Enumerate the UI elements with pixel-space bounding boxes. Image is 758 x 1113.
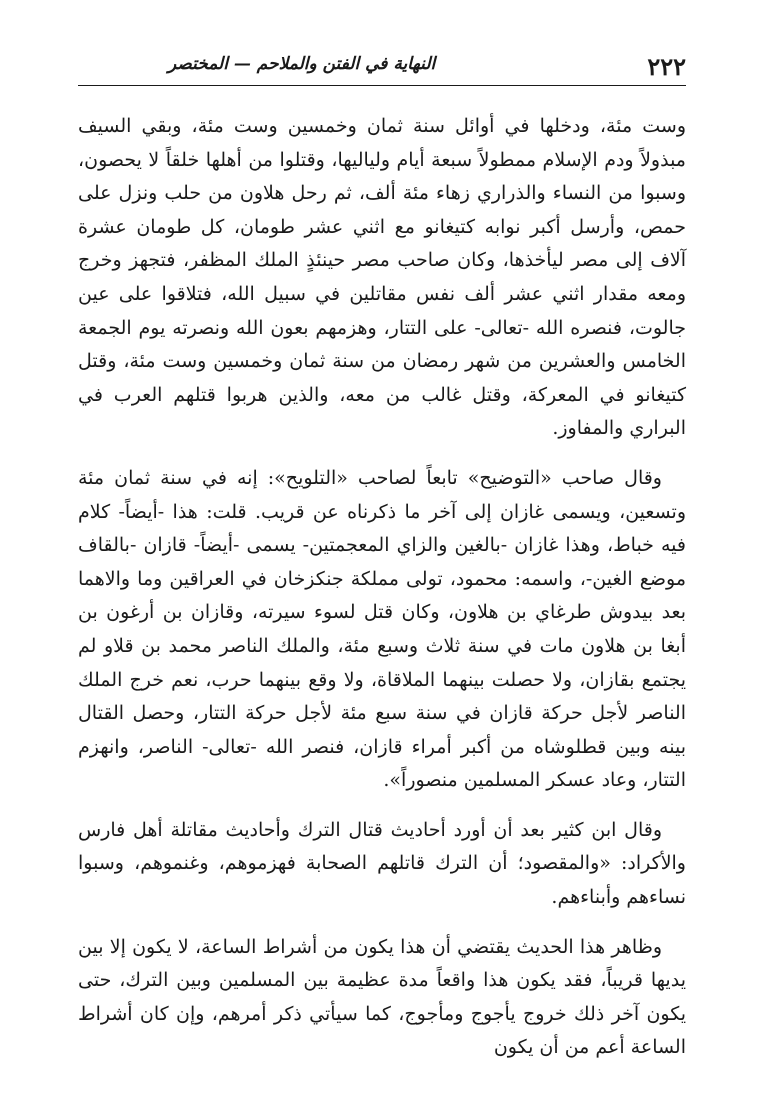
page-number: ٢٢٢ [647, 52, 686, 81]
paragraph: وقال ابن كثير بعد أن أورد أحاديث قتال الترك وأحاديث مقاتلة أهل فارس والأكراد: «والمقصود؛ أن الترك قاتلهم الصحابة فهزموهم، وغنموهم، وسبوا نساءهم وأبناءهم. [78, 818, 686, 909]
body-text [78, 110, 686, 1081]
paragraph: وقال صاحب «التوضيح» تابعاً لصاحب «التلويح»: إنه في سنة ثمان مئة وتسعين، ويسمى غازان إلى آخر ما ذكرناه عن قريب. قلت: هذا -أيضاً- كلام فيه خباط، وهذا غازان -بالغين والزاي المعجمتين- يسمى -أيضاً- قازان -بالقاف موضع الغين-، واسمه: محمود، تولى مملكة جنكزخان في العراقين وما والاهما بعد بيدوش طرغاي بن هلاون، وكان قتل لسوء سيرته، وقازان بن أرغون بن أبغا بن هلاون مات في سنة ثلاث وسبع مئة، والملك الناصر محمد بن قلاو لم يجتمع بقازان، ولا حصلت بينهما الملاقاة، ولا وقع بينهما حرب، نعم خرج الملك الناصر لأجل حركة قازان في سنة سبع مئة لأجل حركة التتار، وحصل القتال بينه وبين قطلوشاه من أكبر أمراء قازان، فنصر الله -تعالى- الناصر، وانهزم التتار، وعاد عسكر المسلمين منصوراً». [78, 466, 686, 792]
header-divider [78, 85, 686, 86]
page-header [78, 42, 686, 90]
paragraph: وست مئة، ودخلها في أوائل سنة ثمان وخمسين وست مئة، وبقي السيف مبذولاً ودم الإسلام ممطولاً سبعة أيام ولياليها، وقتلوا من أهلها خلقاً لا يحصون، وسبوا من النساء والذراري زهاء مئة ألف، ثم رحل هلاون من حلب ونزل على حمص، وأرسل أكبر نوابه كتيغانو مع اثني عشر طومان، كل طومان عشرة آلاف إلى مصر ليأخذها، وكان صاحب مصر حينئذٍ الملك المظفر، فتجهز وخرج ومعه مقدار اثني عشر ألف نفس مقاتلين في سبيل الله، فتلاقوا على عين جالوت، فنصره الله -تعالى- على التتار، وهزمهم بعون الله ونصرته يوم الجمعة الخامس والعشرين من شهر رمضان من سنة ثمان وخمسين وست مئة، وقتل كتيغانو في المعركة، وقتل غالب من معه، والذين هربوا قتلهم العرب في البراري والمفاوز. [78, 115, 686, 440]
running-title: النهاية في الفتن والملاحم — المختصر [168, 54, 436, 74]
paragraph: وظاهر هذا الحديث يقتضي أن هذا يكون من أشراط الساعة، لا يكون إلا بين يديها قريباً، فقد يكون هذا واقعاً مدة عظيمة بين المسلمين وبين الترك، حتى يكون آخر ذلك خروج يأجوج ومأجوج، كما سيأتي ذكر أمرهم، وإن كان أشراط الساعة أعم من أن يكون [78, 935, 686, 1059]
